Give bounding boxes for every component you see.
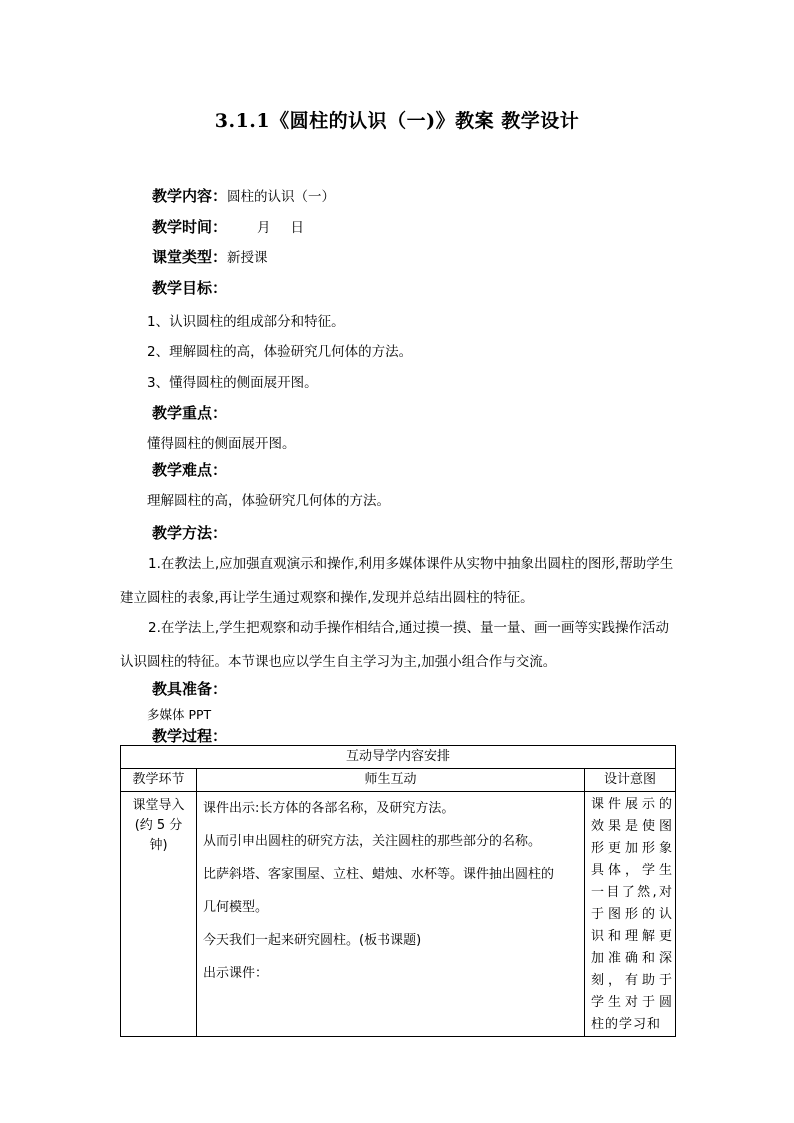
- time-label: 教学时间: [152, 218, 213, 236]
- objective-item: 3、懂得圆柱的侧面展开图。: [147, 375, 318, 391]
- class-type-value: 新授课: [227, 250, 268, 266]
- interaction-line: 从而引申出圆柱的研究方法，关注圆柱的那些部分的名称。: [203, 834, 542, 849]
- table-title: 互动导学内容安排: [121, 746, 676, 769]
- key-points-label: 教学重点: [152, 404, 213, 422]
- method-paragraph-1: 1.在教法上,应加强直观演示和操作,利用多媒体课件从实物中抽象出圆柱的图形,帮助学生建立圆柱的表象,再让学生通过观察和操作,发现并总结出圆柱的特征。: [120, 556, 674, 606]
- process-table: [120, 745, 676, 1037]
- interaction-cell: [197, 792, 585, 1037]
- header-stage: 教学环节: [121, 769, 197, 792]
- objective-item: 1、认识圆柱的组成部分和特征。: [147, 314, 345, 330]
- interaction-line: 今天我们一起来研究圆柱。(板书课题): [203, 933, 422, 948]
- content-label: 教学内容: [152, 187, 213, 205]
- stage-line: 课堂导入: [132, 798, 185, 813]
- equipment-text: 多媒体 PPT: [147, 707, 212, 722]
- intent-cell: 课件展示的效果是使图形更加形象具体，学生一目了然,对于图形的认识和理解更加准确和深刻，有助于学生对于圆柱的学习和: [585, 792, 676, 1037]
- content-value: 圆柱的认识（一）: [227, 189, 336, 205]
- time-month: 月: [257, 220, 271, 236]
- header-interaction: 师生互动: [197, 769, 585, 792]
- interaction-line: 几何模型。: [203, 900, 269, 915]
- stage-line: (约 5 分: [134, 818, 183, 833]
- process-label: 教学过程: [152, 727, 213, 745]
- stage-line: 钟): [149, 838, 168, 853]
- page-title: 3.1.1《圆柱的认识（一)》教案 教学设计: [214, 110, 580, 132]
- difficulties-heading: 教学难点：: [152, 461, 228, 479]
- time-day: 日: [290, 220, 305, 236]
- method-paragraph-2: 2.在学法上,学生把观察和动手操作相结合,通过摸一摸、量一量、画一画等实践操作活动认识圆柱的特征。本节课也应以学生自主学习为主,加强小组合作与交流。: [120, 620, 669, 670]
- interaction-line: 课件出示:长方体的各部名称，及研究方法。: [203, 801, 455, 816]
- equipment-label: 教具准备: [152, 680, 213, 698]
- class-type-row: 课堂类型：新授课: [152, 248, 268, 266]
- key-points-text: 懂得圆柱的侧面展开图。: [147, 436, 296, 452]
- key-points-heading: 教学重点：: [152, 404, 228, 422]
- process-heading: 教学过程：: [152, 727, 228, 745]
- stage-cell: [121, 792, 197, 1037]
- methods-heading: 教学方法：: [152, 524, 228, 542]
- objective-item: 2、理解圆柱的高，体验研究几何体的方法。: [147, 344, 413, 360]
- interaction-line: 比萨斜塔、客家围屋、立柱、蜡烛、水杯等。课件抽出圆柱的: [203, 867, 555, 882]
- methods-label: 教学方法: [152, 524, 213, 542]
- class-type-label: 课堂类型: [152, 248, 213, 266]
- difficulties-text: 理解圆柱的高，体验研究几何体的方法。: [147, 493, 390, 509]
- objectives-label: 教学目标: [152, 279, 213, 297]
- header-intent: 设计意图: [585, 769, 676, 792]
- equipment-heading: 教具准备：: [152, 680, 228, 698]
- content-row: 教学内容：圆柱的认识（一）: [152, 187, 336, 205]
- difficulties-label: 教学难点: [152, 461, 213, 479]
- objectives-heading: 教学目标：: [152, 279, 228, 297]
- interaction-line: 出示课件：: [203, 966, 269, 981]
- time-row: 教学时间： 月 日: [152, 218, 305, 236]
